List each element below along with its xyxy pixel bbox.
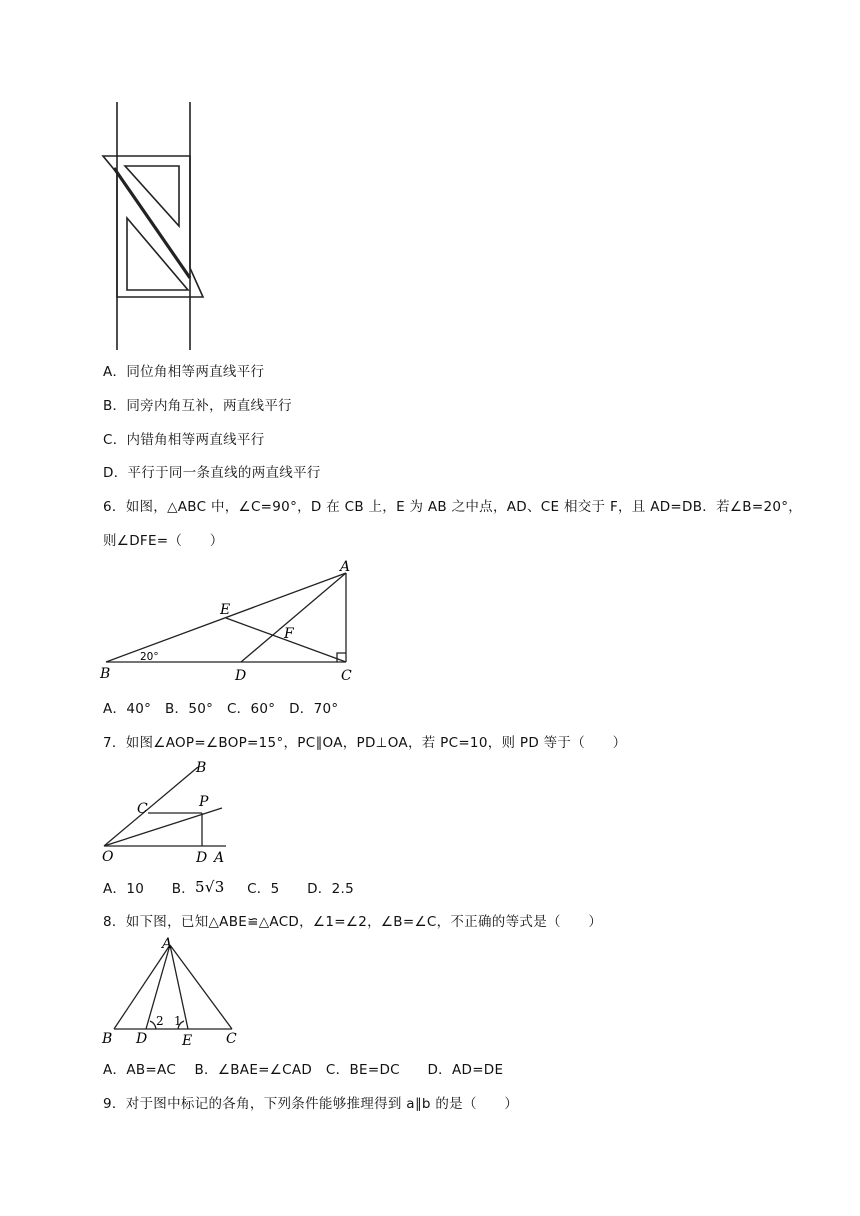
q5-option-d: D．平行于同一条直线的两直线平行 [103,465,321,481]
q6-label-e: E [220,602,231,618]
q6-label-f: F [284,626,294,642]
q6-angle-label: 20° [140,651,159,663]
q7-option-a-b-prefix: A．10 B． [103,881,196,897]
q8-triangle-figure [100,935,240,1047]
q7-label-c: C [137,801,148,817]
q7-option-b-radical [195,876,247,902]
q7-label-p: P [199,794,209,810]
q8-label-b: B [102,1031,113,1047]
q6-stem-line2: 则∠DFE=（ ） [103,533,224,549]
q7-label-o: O [102,849,114,865]
q5-option-a: A．同位角相等两直线平行 [103,364,265,380]
q8-label-one: 1 [174,1014,182,1028]
q5-ruler-figure [100,100,210,352]
q6-label-c: C [341,668,352,684]
q8-label-e: E [182,1033,193,1047]
q7-option-rest: C．5 D．2.5 [247,881,354,897]
q6-triangle-figure [98,558,363,686]
q5-option-b: B．同旁内角互补，两直线平行 [103,398,292,414]
q6-label-d: D [235,668,247,684]
q8-stem: 8．如下图，已知△ABE≌△ACD，∠1=∠2，∠B=∠C，不正确的等式是（ ） [103,914,603,930]
q5-option-c: C．内错角相等两直线平行 [103,432,265,448]
q6-label-b: B [100,666,111,682]
q7-label-a: A [214,850,225,866]
q8-label-a: A [162,936,173,952]
q9-stem: 9．对于图中标记的各角，下列条件能够推理得到 a∥b 的是（ ） [103,1096,519,1112]
q7-label-b: B [196,760,207,776]
q6-options: A．40° B．50° C．60° D．70° [103,701,339,717]
q7-label-d: D [196,850,208,866]
q7-stem: 7．如图∠AOP=∠BOP=15°，PC∥OA，PD⊥OA，若 PC=10，则 PD 等于（ ） [103,735,627,751]
q8-options: A．AB=AC B．∠BAE=∠CAD C．BE=DC D．AD=DE [103,1062,504,1078]
q8-label-c: C [226,1031,237,1047]
q7-options [103,876,354,902]
q7-radical-text: 5√3 [195,878,225,896]
q8-label-d: D [136,1031,148,1047]
q8-label-two: 2 [156,1014,164,1028]
q6-stem-line1: 6．如图，△ABC 中，∠C=90°，D 在 CB 上，E 为 AB 之中点，AD、CE 相交于 F，且 AD=DB．若∠B=20°， [103,499,803,515]
q6-label-a: A [340,559,351,575]
q7-angle-figure [100,758,235,866]
